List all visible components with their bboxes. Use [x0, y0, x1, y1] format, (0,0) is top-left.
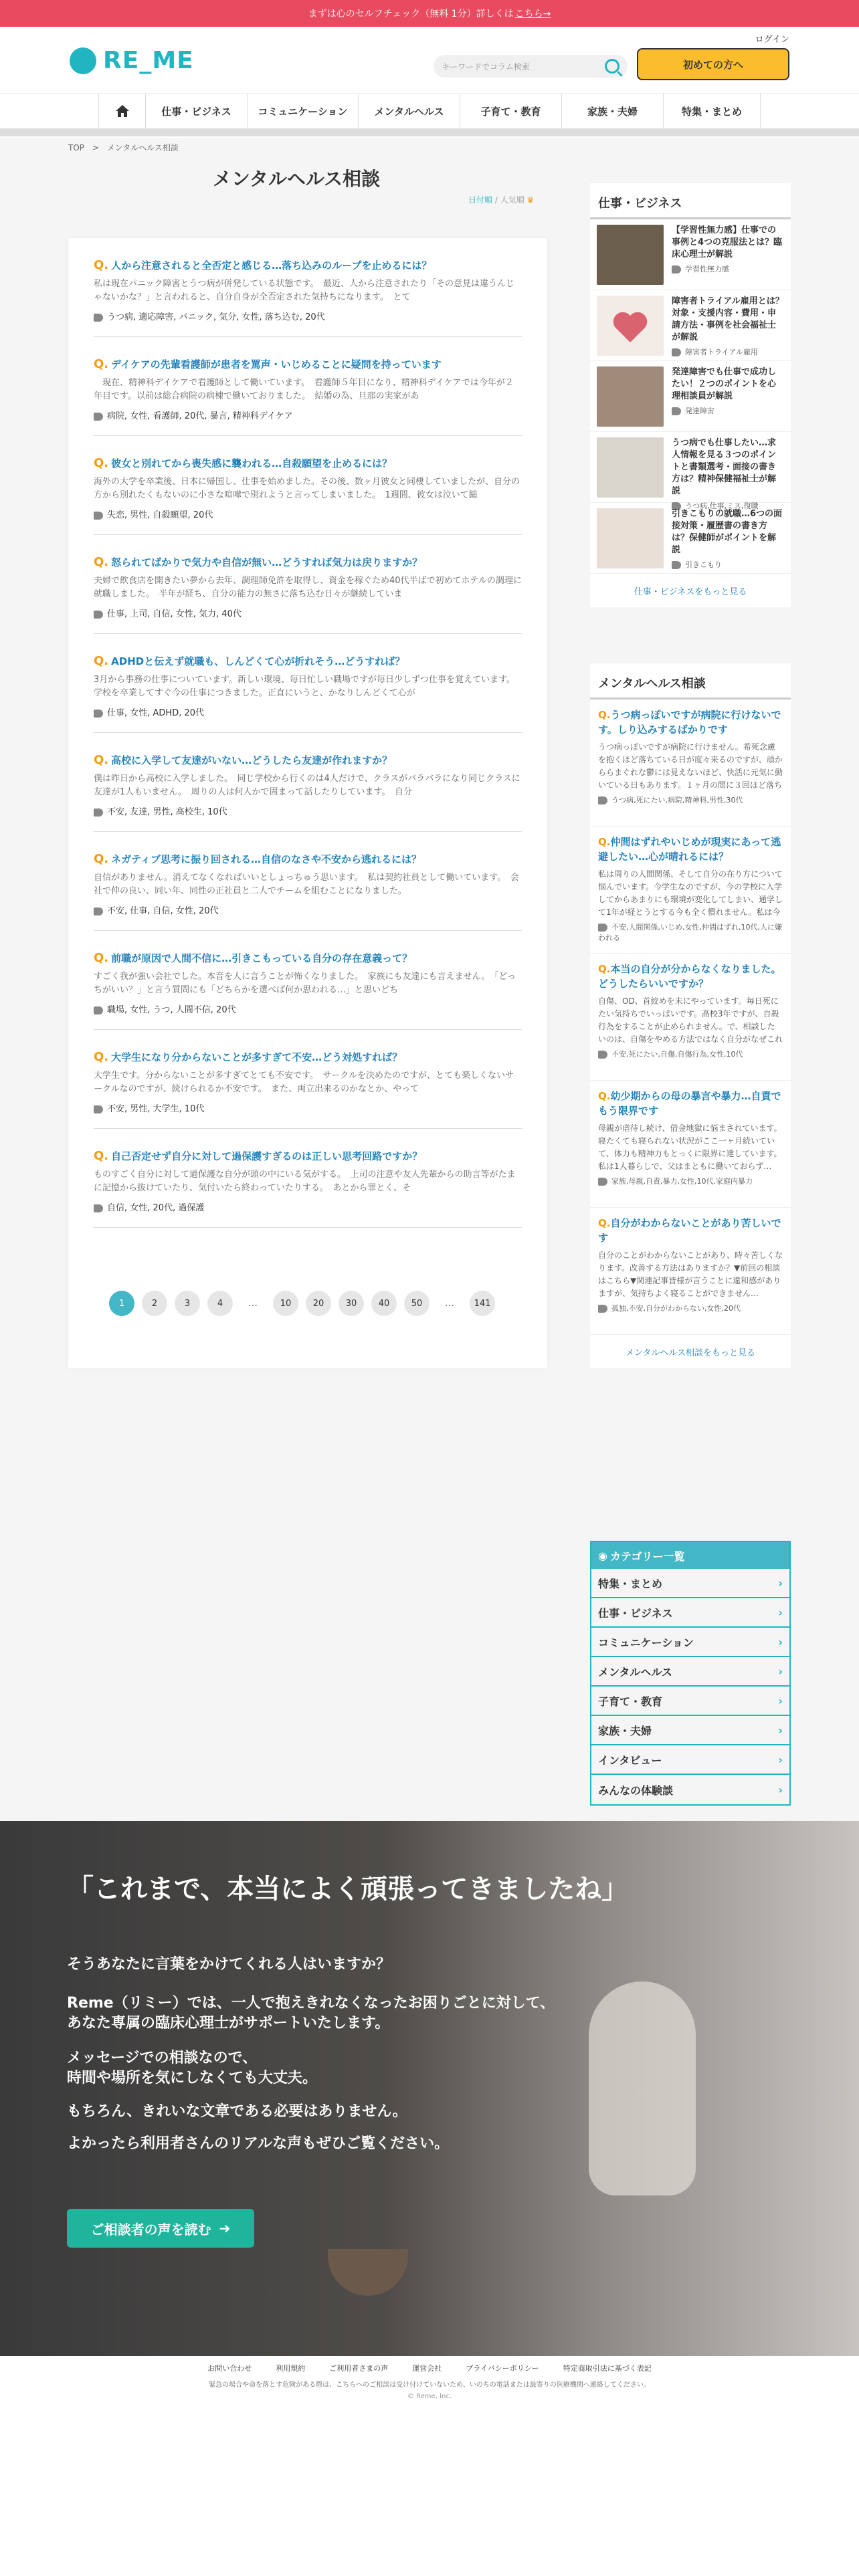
question-excerpt: 大学生です。分からないことが多すぎてとても不安です。 サークルを決めたのですが、とても楽しくないサークルなのですが、続けられるか不安です。 また、両立出来るのかなとか、やって [94, 1071, 514, 1094]
promo-text: まずは心のセルフチェック（無料 1分）詳しくは [308, 9, 514, 19]
sidebar-mental-health [590, 663, 791, 1368]
nav-item-parenting[interactable]: 子育て・教育 [460, 94, 561, 128]
page-button[interactable]: 1 [109, 1291, 134, 1316]
article-text [672, 366, 784, 426]
category-icon: ◉ [598, 1549, 607, 1562]
breadcrumb-current: メンタルヘルス相談 [106, 143, 179, 152]
site-logo[interactable] [70, 47, 194, 74]
sidebar-question-tags-text[interactable]: うつ病,死にたい,病院,精神科,男性,30代 [611, 796, 743, 804]
question-excerpt: 現在、精神科デイケアで看護師として働いています。 看護師５年目になり、精神科デイケアでは今年が２年目です。以前は総合病院の病棟で働いておりました。 結婚の為、旦那の実家があ [94, 378, 514, 401]
question-title-text[interactable]: 高校に入学して友達がいない…どうしたら友達が作れますか？ [111, 754, 393, 766]
sidebar-question-excerpt: 自傷、OD、首絞めを未にやっています。毎日死にたい気持ちでいっぱいです。高校3年ですが、自殺行為をすることが止められません。で、相談したいのは、自傷をやめる方法ではなく自分がなぜこれ [598, 996, 783, 1044]
nav-divider [0, 128, 859, 136]
page-button[interactable]: 30 [339, 1291, 364, 1316]
category-label: インタビュー [598, 1754, 662, 1767]
category-label: 特集・まとめ [598, 1578, 663, 1590]
article-thumbnail[interactable] [597, 437, 664, 498]
sidebar-question-tags-text[interactable]: 家族,母親,自責,暴力,女性,10代,家庭内暴力 [611, 1177, 753, 1186]
question-title[interactable] [94, 1149, 522, 1163]
question-mark-icon: Q. [94, 654, 109, 668]
page-button[interactable]: 50 [404, 1291, 430, 1316]
chevron-right-icon: › [778, 1724, 783, 1737]
question-title-text[interactable]: 自己否定せず自分に対して過保護すぎるのは正しい思考回路ですか？ [111, 1150, 423, 1162]
pager-ellipsis: … [445, 1298, 454, 1309]
nav-item-business[interactable]: 仕事・ビジネス [145, 94, 247, 128]
question-item[interactable] [94, 238, 522, 337]
sidebar-question-tags [598, 1303, 783, 1313]
read-voices-button[interactable] [67, 2209, 254, 2248]
page-button[interactable]: 10 [273, 1291, 298, 1316]
sidebar-business-heading: 仕事・ビジネス [590, 183, 791, 219]
sidebar-article[interactable] [590, 432, 791, 510]
sort-sep: / [492, 195, 500, 205]
question-title[interactable] [94, 456, 522, 470]
category-item[interactable] [591, 1657, 789, 1687]
sidebar-question-title-text[interactable]: 自分がわからないことがあり苦しいです [598, 1217, 781, 1244]
nav-item-communication[interactable]: コミュニケーション [247, 94, 358, 128]
category-item[interactable] [591, 1716, 789, 1745]
sidebar-question-title-text[interactable]: 幼少期からの母の暴言や暴力…自責でもう限界です [598, 1090, 781, 1117]
nav-item-mental-health[interactable]: メンタルヘルス [358, 94, 460, 128]
article-title[interactable]: 障害者トライアル雇用とは？対象・支援内容・費用・申請方法・事例を社会福祉士が解説 [672, 296, 784, 342]
article-thumbnail[interactable] [597, 508, 664, 568]
sidebar-question-excerpt: 私は周りの人間関係、そして自分の在り方について悩んでいます。今学生なのですが、今の学校に入学してからあまりにも環境が変化してしまい、通学して1年が経とうとする今も全く慣れません。私は今 [598, 869, 783, 917]
chevron-right-icon: › [778, 1636, 783, 1648]
category-item[interactable] [591, 1628, 789, 1657]
question-tags [94, 1002, 522, 1015]
tag-icon [598, 1305, 607, 1313]
question-title[interactable] [94, 258, 522, 272]
sidebar-article[interactable] [590, 361, 791, 432]
article-title[interactable]: 発達障害でも仕事で成功したい！２つのポイントを心理相談員が解説 [672, 367, 777, 401]
question-title[interactable] [94, 852, 522, 866]
tag-icon [598, 924, 607, 932]
article-tag-text[interactable]: 障害者トライアル雇用 [685, 348, 758, 356]
tag-icon [94, 413, 103, 421]
article-tags [672, 263, 784, 276]
article-text [672, 225, 784, 284]
tag-icon [598, 1051, 607, 1059]
question-item[interactable] [94, 337, 522, 436]
question-mark-icon: Q. [94, 951, 109, 965]
category-label: みんなの体験談 [598, 1784, 674, 1797]
logo-circle-icon [70, 47, 96, 74]
sidebar-article[interactable] [590, 503, 791, 574]
question-title-text[interactable]: デイケアの先輩看護師が患者を罵声・いじめることに疑問を持っています [111, 358, 442, 370]
article-text [672, 437, 784, 510]
question-mark-icon: Q. [94, 258, 109, 272]
sidebar-question-excerpt: 母親が虐待し続け、借金地獄に悩まされています。寝たくても寝られない状況がここ一ヶ月続いていて、体力も精神力もとっくに限界に達しています。私は1人暮らしで、父はまともに働いておらず… [598, 1123, 782, 1171]
question-tags-text[interactable]: 不安, 友達, 男性, 高校生, 10代 [107, 807, 227, 817]
article-tag-text[interactable]: 引きこもり [685, 560, 722, 569]
hero-text-5: よかったら利用者さんのリアルな声もぜひご覧ください。 [67, 2135, 450, 2152]
nav-item-family[interactable]: 家族・夫婦 [561, 94, 663, 128]
page-button[interactable]: 20 [306, 1291, 331, 1316]
tag-icon [94, 1204, 103, 1212]
promo-link[interactable]: こちら→ [514, 9, 551, 19]
pager-ellipsis: … [248, 1298, 258, 1309]
question-tags-text[interactable]: 不安, 男性, 大学生, 10代 [107, 1104, 205, 1114]
footer-link[interactable]: 特定商取引法に基づく表記 [563, 2364, 652, 2373]
question-mark-icon: Q. [94, 456, 109, 470]
question-mark-icon: Q. [598, 1217, 611, 1229]
question-title[interactable] [94, 555, 522, 569]
question-mark-icon: Q. [94, 753, 109, 767]
article-title[interactable]: 【学習性無力感】仕事での事例と4つの克服法とは？臨床心理士が解説 [672, 225, 783, 259]
chevron-right-icon: › [778, 1753, 783, 1766]
question-title[interactable] [94, 753, 522, 767]
sidebar-question-title-text[interactable]: 本当の自分が分からなくなりました。どうしたらいいですか？ [598, 963, 781, 990]
question-tags [94, 903, 522, 916]
arrow-right-icon: ➔ [219, 2220, 231, 2236]
tag-icon [672, 561, 681, 569]
page-button[interactable]: 3 [175, 1291, 200, 1316]
chevron-right-icon: › [778, 1606, 783, 1619]
site-footer [0, 2356, 859, 2403]
question-mark-icon: Q. [94, 555, 109, 569]
question-title-text[interactable]: 人から注意されると全否定と感じる…落ち込みのループを止めるには？ [111, 259, 432, 272]
category-item[interactable] [591, 1745, 789, 1775]
question-item[interactable] [94, 1030, 522, 1129]
article-text [672, 508, 784, 568]
question-tags-text[interactable]: 病院, 女性, 看護師, 20代, 暴言, 精神科デイケア [107, 411, 293, 421]
article-thumbnail[interactable] [597, 296, 664, 356]
hero-photo-person [589, 1981, 696, 2195]
sidebar-question[interactable] [590, 954, 791, 1081]
tag-icon [598, 1178, 607, 1186]
chevron-right-icon: › [778, 1665, 783, 1678]
question-title-text[interactable]: 彼女と別れてから喪失感に襲われる…自殺願望を止めるには？ [111, 457, 393, 469]
category-label: 仕事・ビジネス [598, 1607, 673, 1620]
home-icon[interactable] [98, 94, 145, 128]
question-item[interactable] [94, 634, 522, 733]
sidebar-question-title[interactable] [598, 1089, 783, 1118]
question-excerpt: 海外の大学を卒業後、日本に帰国し、仕事を始めました。その後、数ヶ月彼女と同棲していましたが、自分の方から別れたくもないのに小さな喧嘩で別れようと言ってしまいました。 1週間、彼女は泣いて縋 [94, 477, 520, 500]
question-title-text[interactable]: ネガティブ思考に振り回される…自信のなさや不安から逃れるには？ [111, 853, 421, 865]
question-tags [94, 409, 522, 421]
article-tag-text[interactable]: 学習性無力感 [685, 265, 729, 274]
sidebar-question-tags [598, 1176, 783, 1186]
hero-banner [0, 1821, 859, 2356]
sidebar-question-tags [598, 794, 783, 805]
question-mark-icon: Q. [598, 963, 611, 975]
category-item[interactable] [591, 1687, 789, 1716]
tag-icon [94, 314, 103, 322]
article-title[interactable]: 引きこもりの就職…6つの面接対策・履歴書の書き方は？保健師がポイントを解説 [672, 509, 783, 555]
breadcrumb-top[interactable]: TOP [68, 143, 85, 152]
category-item[interactable] [591, 1598, 789, 1628]
tag-icon [94, 611, 103, 619]
sidebar-question-title[interactable] [598, 708, 783, 737]
page-button[interactable]: 2 [142, 1291, 167, 1316]
question-excerpt: ものすごく自分に対して過保護な自分が頭の中にいる気がする。 上司の注意や友人先輩からの助言等がたまに記憶から抜けていたり、気付いたら終わっていたりする。 あとから罪とく、そ [94, 1170, 516, 1193]
search-input[interactable] [434, 55, 628, 78]
login-link[interactable]: ログイン [755, 35, 789, 45]
question-item[interactable] [94, 733, 522, 832]
sidebar-article[interactable] [590, 219, 791, 290]
sort-options [468, 194, 534, 205]
search-icon[interactable] [605, 59, 619, 74]
main-nav [0, 94, 859, 128]
category-label: 子育て・教育 [598, 1695, 663, 1708]
tag-icon [672, 265, 681, 274]
sidebar-business [590, 183, 791, 607]
question-title-text[interactable]: 前職が原因で人間不信に…引きこもっている自分の存在意義って？ [111, 952, 413, 964]
footer-link[interactable]: プライバシーポリシー [466, 2364, 539, 2373]
page-button[interactable]: 4 [207, 1291, 233, 1316]
question-title-text[interactable]: 大学生になり分からないことが多すぎて不安…どう対処すれば？ [111, 1051, 403, 1063]
sidebar-question-title[interactable] [598, 962, 783, 991]
article-tag-text[interactable]: うつ病,仕事,ミス,復職 [685, 502, 759, 510]
tag-icon [94, 710, 103, 718]
article-tags [672, 559, 784, 571]
tag-icon [672, 407, 681, 415]
question-mark-icon: Q. [94, 1050, 109, 1064]
question-item[interactable] [94, 1129, 522, 1228]
read-voices-label: ご相談者の声を読む [90, 2221, 211, 2238]
hero-photo-cup [328, 2249, 408, 2296]
tag-icon [94, 809, 103, 817]
sidebar-question-excerpt: うつ病っぽいですが病院に行けません。希死念慮を抱くほど落ちている日が度々来るのですが、頑かららまぐれな鬱には見えないほど、快活に元気に動いている日もあります。１ヶ月の間に３回ほど落ち [598, 742, 783, 790]
question-item[interactable] [94, 931, 522, 1030]
sidebar-question[interactable] [590, 827, 791, 954]
category-heading-text: カテゴリー一覧 [609, 1549, 685, 1563]
mh-more-link[interactable]: メンタルヘルス相談をもっと見る [625, 1348, 756, 1358]
footer-link[interactable]: 運営会社 [412, 2364, 442, 2373]
tag-icon [94, 907, 103, 916]
site-header [0, 27, 859, 94]
question-mark-icon: Q. [598, 836, 611, 848]
category-list [590, 1541, 791, 1806]
question-tags [94, 1101, 522, 1114]
article-thumbnail[interactable] [597, 366, 664, 427]
chevron-right-icon: › [778, 1577, 783, 1590]
tag-icon [94, 1105, 103, 1113]
sidebar-question[interactable] [590, 1208, 791, 1335]
question-tags-text[interactable]: 仕事, 上司, 自信, 女性, 気力, 40代 [107, 609, 242, 619]
tag-icon [672, 348, 681, 356]
question-item[interactable] [94, 832, 522, 931]
article-title[interactable]: うつ病でも仕事したい…求人情報を見る３つのポイントと書類選考・面接の書き方は？精神保健福祉士が解説 [672, 438, 777, 496]
breadcrumb-sep: > [92, 143, 99, 152]
sidebar-question-tags-text[interactable]: 不安,人間関係,いじめ,女性,仲間はずれ,10代,人に嫌われる [598, 923, 782, 942]
breadcrumb [68, 142, 179, 153]
category-item[interactable] [591, 1569, 789, 1598]
question-excerpt: 私は現在パニック障害とうつ病が併発している状態です。 最近、人から注意されたり「その意見は違うんじゃないかな？」と言われると、自分自身が全否定された気持ちになります。 とて [94, 279, 514, 302]
category-label: コミュニケーション [598, 1636, 694, 1649]
hero-text-3: メッセージでの相談なので、 時間や場所を気にしなくても大丈夫。 [67, 2050, 318, 2086]
question-title[interactable] [94, 951, 522, 965]
question-tags [94, 706, 522, 718]
first-visit-button[interactable]: 初めての方へ [637, 48, 789, 80]
question-title[interactable] [94, 654, 522, 668]
footer-link[interactable]: お問い合わせ [207, 2364, 252, 2373]
logo-text: RE_ME [103, 47, 194, 74]
question-excerpt: 3月から事務の仕事についています。新しい環境、毎日忙しい職場ですが毎日少しずつ仕事を覚えています。 学校を卒業してすぐ今の仕事につきました。正直にいうと、かなりしんどくて心が [94, 675, 520, 698]
sidebar-article[interactable] [590, 290, 791, 361]
business-more-link[interactable]: 仕事・ビジネスをもっと見る [634, 586, 747, 597]
question-title[interactable] [94, 1050, 522, 1064]
article-text [672, 296, 784, 355]
search-placeholder: キーワードでコラム検索 [442, 62, 530, 72]
category-label: 家族・夫婦 [598, 1725, 652, 1737]
question-excerpt: 僕は昨日から高校に入学しました。 同じ学校から行くのは4人だけで、クラスがバラバラになり同じクラスに友達が1人もいません。 周りの人は何人かで固まって話したりしています。 自分 [94, 774, 520, 797]
article-tags [672, 405, 784, 417]
hero-text-2: Reme（リミー）では、一人で抱えきれなくなったお困りごとに対して、 あなた専属の臨床心理士がサポートいたします。 [67, 1995, 555, 2032]
tag-icon [94, 1006, 103, 1014]
sidebar-question-title[interactable] [598, 835, 783, 864]
article-thumbnail[interactable] [597, 225, 664, 285]
question-tags [94, 508, 522, 520]
nav-item-features[interactable]: 特集・まとめ [663, 94, 761, 128]
question-mark-icon: Q. [598, 709, 611, 721]
chevron-right-icon: › [778, 1784, 783, 1796]
question-title[interactable] [94, 357, 522, 371]
question-tags [94, 1200, 522, 1213]
question-title-text[interactable]: ADHDと伝えず就職も、しんどくて心が折れそう…どうすれば？ [111, 655, 405, 667]
question-excerpt: 夫婦で飲食店を開きたい夢から去年、調理師免許を取得し、資金を稼ぐため40代半ばで初めてホテルの調理に就職しました。 半年が経ち、自分の能力の無さに落ち込む日々が継続していま [94, 576, 522, 599]
category-heading [591, 1542, 789, 1569]
tag-icon [94, 512, 103, 520]
tag-icon [598, 796, 607, 804]
footer-note: 緊急の場合や命を落とす危険がある際は、こちらへのご相談は受け付けていないため、いのちの電話または最寄りの医療機関へ連絡してください。 [209, 2381, 650, 2389]
question-mark-icon: Q. [94, 1149, 109, 1163]
sort-by-popularity[interactable]: 人気順 [500, 195, 524, 205]
footer-link[interactable]: ご利用者さまの声 [329, 2364, 389, 2373]
question-excerpt: 自信がありません。消えてなくなればいいとしょっちゅう思います。 私は契約社員として働いています。 会社で仲の良い、同い年、同性の正社員と二人でチームを組むことになりました。 [94, 873, 519, 896]
hero-text-1: そうあなたに言葉をかけてくれる人はいますか？ [67, 1956, 391, 1973]
question-list [68, 238, 547, 1368]
question-tags [94, 804, 522, 817]
promo-banner[interactable] [0, 0, 859, 27]
hero-text-4: もちろん、きれいな文章である必要はありません。 [67, 2103, 407, 2120]
chevron-right-icon: › [778, 1695, 783, 1707]
category-item[interactable] [591, 1775, 789, 1804]
category-label: メンタルヘルス [598, 1666, 672, 1679]
sidebar-question-tags [598, 922, 783, 943]
sidebar-question-tags-text[interactable]: 不安,死にたい,自傷,自傷行為,女性,10代 [611, 1050, 743, 1059]
sidebar-question-tags [598, 1049, 783, 1059]
question-title-text[interactable]: 怒られてばかりで気力や自信が無い…どうすれば気力は戻りますか？ [111, 556, 423, 568]
question-tags-text[interactable]: 仕事, 女性, ADHD, 20代 [107, 708, 205, 718]
page-button[interactable]: 40 [371, 1291, 397, 1316]
sidebar-question-title-text[interactable]: うつ病っぽいですが病院に行けないです。しり込みするばかりです [598, 709, 781, 736]
question-tags [94, 607, 522, 619]
question-mark-icon: Q. [598, 1090, 611, 1102]
sort-by-date[interactable]: 日付順 [468, 195, 493, 205]
question-item[interactable] [94, 436, 522, 535]
page-title: メンタルヘルス相談 [213, 168, 381, 190]
question-tags-text[interactable]: 自信, 女性, 20代, 過保護 [107, 1203, 205, 1213]
question-mark-icon: Q. [94, 357, 109, 371]
sidebar-question-title-text[interactable]: 仲間はずれやいじめが現実にあって逃避したい…心が晴れるには？ [598, 836, 781, 863]
sidebar-mh-heading: メンタルヘルス相談 [590, 663, 791, 700]
sidebar-question-title[interactable] [598, 1216, 783, 1245]
crown-icon: ♛ [527, 195, 535, 205]
question-tags-text[interactable]: 失恋, 男性, 自殺願望, 20代 [107, 510, 213, 520]
sidebar-question[interactable] [590, 700, 791, 827]
sidebar-question[interactable] [590, 1081, 791, 1208]
question-excerpt: すごく我が強い会社でした。本音を人に言うことが怖くなりました。 家族にも友達にも言えません。 「どっちがいい？」と言う質問にも「どちらかを選べば何か思われる…」と思いどち [94, 972, 516, 995]
article-tag-text[interactable]: 発達障害 [685, 407, 714, 415]
question-tags-text[interactable]: 職場, 女性, うつ, 人間不信, 20代 [107, 1005, 236, 1015]
footer-link[interactable]: 利用規約 [276, 2364, 306, 2373]
question-tags-text[interactable]: うつ病, 適応障害, パニック, 気分, 女性, 落ち込む, 20代 [107, 312, 325, 322]
hero-lead: 「これまで、本当によく頑張ってきましたね」 [67, 1874, 629, 1905]
article-tags [672, 346, 784, 358]
sidebar-question-excerpt: 自分のことがわからないことがあり、時々苦しくなります。改善する方法はありますか？▼前回の相談はこちら▼関連記事皆様が言うことに違和感がありますが、気持ちよく寝ることができません… [598, 1251, 783, 1298]
question-mark-icon: Q. [94, 852, 109, 866]
pagination [109, 1291, 495, 1316]
sidebar-question-tags-text[interactable]: 孤独,不安,自分がわからない,女性,20代 [611, 1304, 741, 1313]
page-button[interactable]: 141 [470, 1291, 495, 1316]
copyright: © Reme, Inc. [407, 2393, 452, 2400]
question-item[interactable] [94, 535, 522, 634]
question-tags [94, 310, 522, 322]
question-tags-text[interactable]: 不安, 仕事, 自信, 女性, 20代 [107, 906, 219, 916]
